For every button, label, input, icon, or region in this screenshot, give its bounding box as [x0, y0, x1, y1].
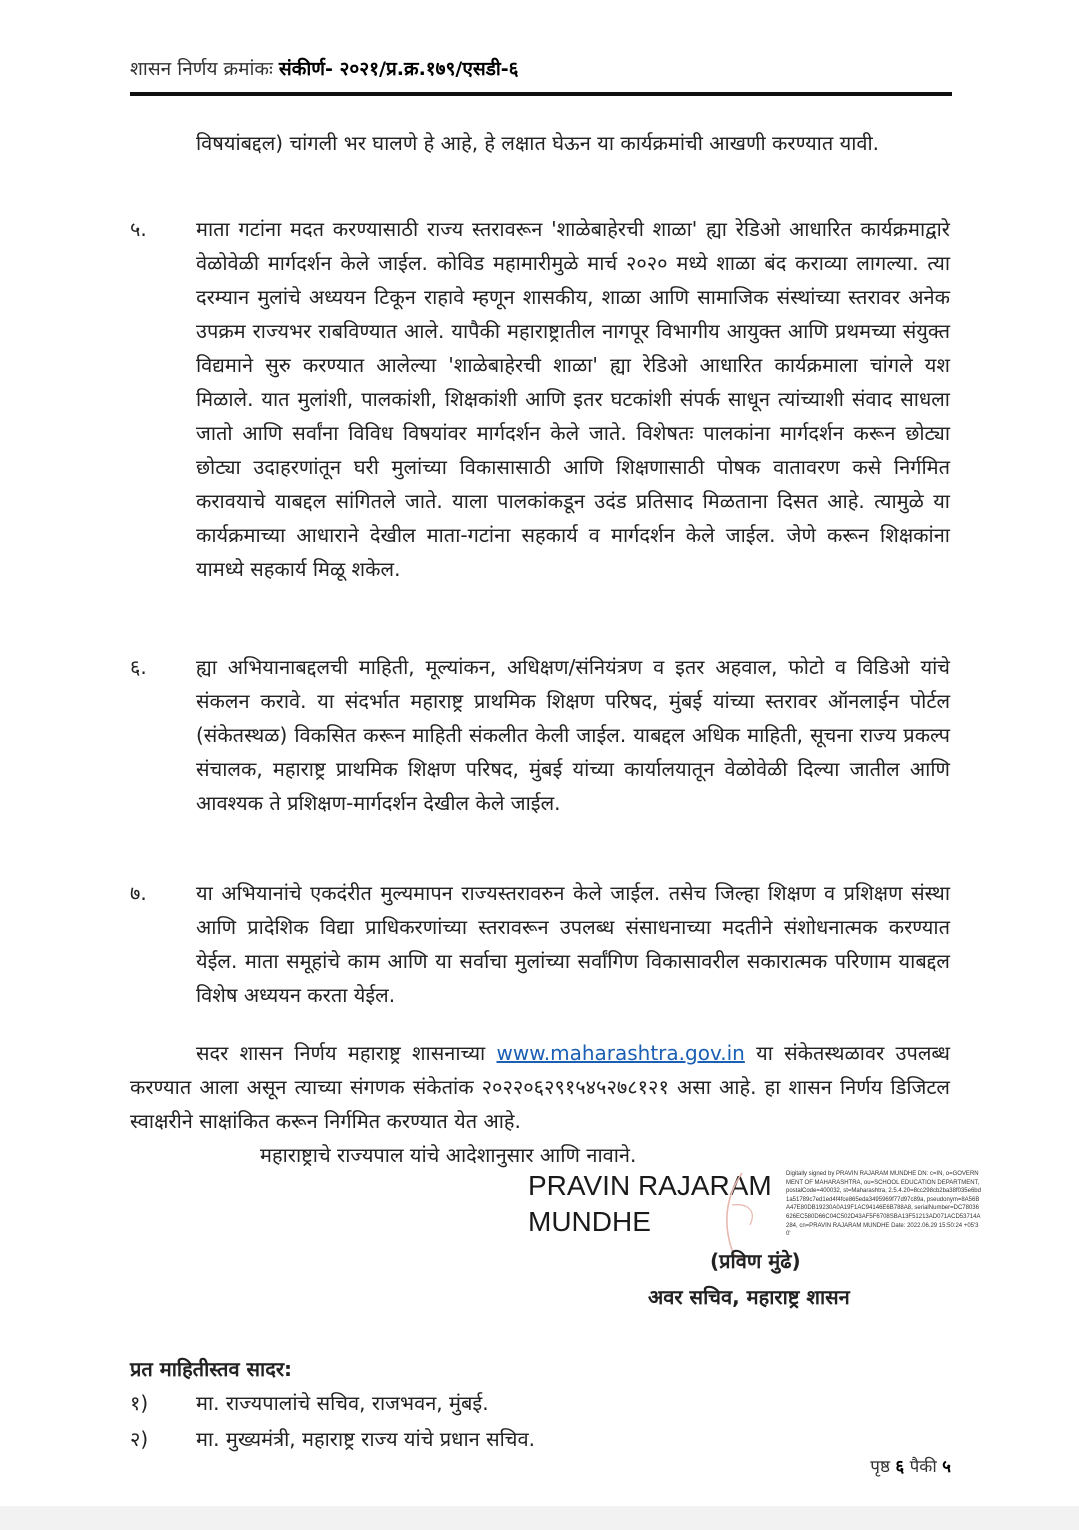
- copy-item-number: २): [130, 1427, 149, 1451]
- page-footer: [870, 1452, 951, 1482]
- closing-paragraph: [130, 1036, 950, 1138]
- page-bottom-edge: [0, 1506, 1079, 1530]
- page-number: ६: [895, 1457, 905, 1477]
- officer-name: (प्रविण मुंढे): [710, 1249, 801, 1273]
- copy-item-text: मा. मुख्यमंत्री, महाराष्ट्र राज्य यांचे प्रधान सचिव.: [196, 1427, 535, 1451]
- copy-item-number: १): [130, 1391, 149, 1415]
- point-number: ६.: [130, 655, 147, 679]
- order-line: महाराष्ट्राचे राज्यपाल यांचे आदेशानुसार आणि नावाने.: [260, 1143, 637, 1167]
- of-word: पैकी: [909, 1457, 937, 1477]
- gr-number: संकीर्ण- २०२१/प्र.क्र.१७९/एसडी-६: [278, 58, 519, 80]
- page-word: पृष्ठ: [870, 1457, 890, 1477]
- page-header: [130, 52, 952, 96]
- copy-to-heading: प्रत माहितीस्तव सादर:: [130, 1357, 293, 1381]
- total-pages: ५: [942, 1457, 951, 1477]
- point-number: ५.: [130, 217, 147, 241]
- signatory-name-line1: PRAVIN RAJARAM: [528, 1170, 772, 1201]
- closing-text-after: या संकेतस्थळावर उपलब्ध करण्यात आला असून त्याच्या संगणक संकेतांक २०२२०६२९१५४५२७८१२१ असा आहे. हा शासन निर्णय डिजिटल स्वाक्षरीने साक्षांकित करून निर्गमित करण्यात येत आहे.: [130, 1041, 950, 1133]
- continuation-paragraph: विषयांबद्दल) चांगली भर घालणे हे आहे, हे लक्षात घेऊन या कार्यक्रमांची आखणी करण्यात यावी.: [196, 131, 880, 155]
- website-link[interactable]: www.maharashtra.gov.in: [496, 1041, 745, 1065]
- signatory-name-line2: MUNDHE: [528, 1206, 651, 1237]
- point-text: माता गटांना मदत करण्यासाठी राज्य स्तरावरून 'शाळेबाहेरची शाळा' ह्या रेडिओ आधारित कार्यक्रमाद्वारे वेळोवेळी मार्गदर्शन केले जाईल. कोविड महामारीमुळे मार्च २०२० मध्ये शाळा बंद कराव्या लागल्या. त्या दरम्यान मुलांचे अध्ययन टिकून राहावे म्हणून शासकीय, शाळा आणि सामाजिक संस्थांच्या स्तरावर अनेक उपक्रम राज्यभर राबविण्यात आले. यापैकी महाराष्ट्रातील नागपूर विभागीय आयुक्त आणि प्रथमच्या संयुक्त विद्यमाने सुरु करण्यात आलेल्या 'शाळेबाहेरची शाळा' ह्या रेडिओ आधारित कार्यक्रमाला चांगले यश मिळाले. यात मुलांशी, पालकांशी, शिक्षकांशी आणि इतर घटकांशी संपर्क साधून त्यांच्याशी संवाद साधला जातो आणि सर्वांना विविध विषयांवर मार्गदर्शन केले जाते. विशेषतः पालकांना मार्गदर्शन करून छोट्या छोट्या उदाहरणांतून घरी मुलांच्या विकासासाठी आणि शिक्षणासाठी पोषक वातावरण कसे निर्गमित करावयाचे याबद्दल सांगितले जाते. याला पालकांकडून उदंड प्रतिसाद मिळताना दिसत आहे. त्यामुळे या कार्यक्रमाच्या आधाराने देखील माता-गटांना सहकार्य व मार्गदर्शन केले जाईल. जेणे करून शिक्षकांना यामध्ये सहकार्य मिळू शकेल.: [196, 217, 950, 581]
- gr-label: शासन निर्णय क्रमांकः: [130, 58, 273, 80]
- point-text: ह्या अभियानाबद्दलची माहिती, मूल्यांकन, अधिक्षण/संनियंत्रण व इतर अहवाल, फोटो व विडिओ यांचे संकलन करावे. या संदर्भात महाराष्ट्र प्राथमिक शिक्षण परिषद, मुंबई यांच्या स्तरावर ऑनलाईन पोर्टल (संकेतस्थळ) विकसित करून माहिती संकलीत केली जाईल. याबद्दल अधिक माहिती, सूचना राज्य प्रकल्प संचालक, महाराष्ट्र प्राथमिक शिक्षण परिषद, मुंबई यांच्या कार्यालयातून वेळोवेळी दिल्या जातील आणि आवश्यक ते प्रशिक्षण-मार्गदर्शन देखील केले जाईल.: [196, 655, 950, 815]
- point-number: ७.: [130, 881, 147, 905]
- point-text: या अभियानांचे एकदंरीत मुल्यमापन राज्यस्तरावरुन केले जाईल. तसेच जिल्हा शिक्षण व प्रशिक्षण संस्था आणि प्रादेशिक विद्या प्राधिकरणांच्या स्तरावरून उपलब्ध संसाधनाच्या मदतीने संशोधनात्मक करण्यात येईल. माता समूहांचे काम आणि या सर्वाचा मुलांच्या सर्वांगिण विकासावरील सकारात्मक परिणाम याबद्दल विशेष अध्ययन करता येईल.: [196, 881, 950, 1007]
- closing-text-before: सदर शासन निर्णय महाराष्ट्र शासनाच्या: [196, 1041, 497, 1065]
- officer-title: अवर सचिव, महाराष्ट्र शासन: [648, 1285, 850, 1309]
- signature-details: Digitally signed by PRAVIN RAJARAM MUNDHE DN: c=IN, o=GOVERNMENT OF MAHARASHTRA, ou=SCHOOL EDUCATION DEPARTMENT, postalCode=400032, st=Maharashtra, 2.5.4.20=8cc298cb2ba38f035e6bd1a51789c7ed1ed4f4fce865eda3495969f77d97c89a, pseudonym=8A56BA47E80DB19230A0A19F1AC94146E6B788A8, serialNumber=DC78036626EC580D66C04C502D43AF5F6708SBA13F51213AD071ACD53714A284, cn=PRAVIN RAJARAM MUNDHE Date: 2022.06.29 15:50:24 +05'30': [786, 1171, 981, 1238]
- copy-item-text: मा. राज्यपालांचे सचिव, राजभवन, मुंबई.: [196, 1391, 489, 1415]
